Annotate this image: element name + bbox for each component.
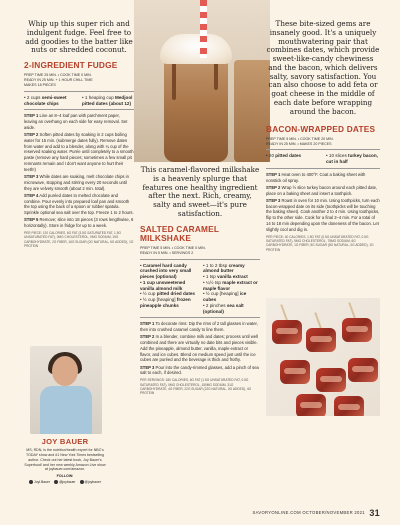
ingredient: • 1 cup unsweetened vanilla almond milk [140, 279, 186, 291]
fudge-ingredients [24, 95, 134, 106]
bacon-recipe [266, 20, 380, 252]
ingredient: • 2 pinches sea salt (optional) [203, 302, 244, 314]
step-number: STEP 1 [24, 113, 39, 119]
bacon-title: BACON-WRAPPED DATES [266, 123, 376, 134]
ingredient: • ½ cup pitted dried dates [140, 291, 195, 297]
divider [24, 91, 134, 92]
ingredient-item: pitted dates [275, 153, 302, 159]
bacon-nutrition: PER PIECE: 40 CALORIES, 1.5G FAT (0.5G UNSATURATED FAT, 0.5G SATURATED FAT), 5MG CHOLESTEROL, 75MG SODIUM, 6G CARBOHYDRATE, 1G FIBER, 5G SUGAR (5G NATURAL, 0G ADDED), 1G PROTEIN [266, 234, 374, 252]
divider [266, 168, 380, 169]
step-text: Line an 8–4 loaf pan with parchment paper, leaving an overhang on each side for easy removal. Set aside. [24, 113, 128, 130]
photo-bacon-date [316, 368, 346, 392]
ingredient: • ½ cup [heaping] frozen pineapple chunks [140, 297, 191, 308]
ingredient-item: frozen pineapple chunks [140, 297, 191, 308]
step-text: Soften pitted dates by soaking in 2 cups boiling water for 15 min. (submerge dates fully). Remove dates from water and add to a blender, along with ¼ cup of the reserved soaking water. Purée until completely to a smooth paste (remove any hard pieces; sometimes a few small pit remnants remain and I don't want anyone to hurt their teeth!) [24, 132, 134, 172]
fudge-nutrition: PER PIECE: 120 CALORIES, 6G FAT (3.5G SATURATED FAT, 1.5G UNSATURATED FAT), 0MG CHOLESTEROL, 0MG SODIUM, 19G CARBOHYDRATE, 2G FIBER, 16G SUGAR (0G NATURAL, 6G ADDED), 1G PROTEIN [24, 230, 134, 248]
step-text: Heat oven to 400°F. Coat a baking sheet with nonstick oil spray. [266, 171, 366, 183]
milkshake-meta-line: PREP TIME 5 MIN. • COOK TIME 0 MIN. [140, 245, 206, 250]
step-text: Remove; slice into 18 pieces (3 rows lengthwise, 6 horizontally). Store in fridge for up to a week. [24, 217, 134, 229]
step-text: In a blender, combine milk and dates; process until well combined and there are virtually no date bits and pieces visible. Add the pineapple, almond butter, vanilla, maple extract or flavor, and ice cubes. Blend on medium speed just until the ice cubes are puréed and the beverage is thick and frothy. [140, 334, 258, 363]
ingredient-item: creamy almond butter [203, 262, 245, 274]
milkshake-meta [140, 246, 260, 256]
step [140, 321, 260, 333]
ingredient-item: pitted dried dates [156, 291, 195, 297]
step [24, 174, 134, 191]
step-text: To decorate rims: Dip the rims of 2 tall glasses in water, then into crushed caramel candy to line them. [140, 321, 258, 333]
fudge-meta [24, 73, 134, 88]
bacon-meta-line: PREP TIME 5 MIN. • COOK TIME 20 MIN. [266, 136, 334, 141]
ingredient-item: sea salt (optional) [203, 302, 244, 314]
step-number: STEP 5 [24, 217, 39, 223]
step-text: Add puréed dates to melted chocolate and combine. Pour evenly into prepared loaf pan and smooth the top using the back of a spoon or rubber spatula. Sprinkle optional sea salt over the top. Freeze 1 to 2 hours. [24, 192, 134, 216]
step [266, 185, 380, 197]
step [140, 334, 260, 363]
ingredient-qty: ½ cup [142, 291, 156, 297]
ingredient: • 10 slices turkey bacon, cut in half [326, 153, 378, 165]
step-number: STEP 4 [24, 192, 39, 198]
twitter-icon [80, 480, 84, 484]
fudge-meta-line: PREP TIME 25 MIN. • COOK TIME 0 MIN. [24, 73, 92, 78]
ingredient-qty: 2 pinches [205, 302, 226, 308]
ingredient-item: unsweetened vanilla almond milk [140, 279, 186, 291]
ingredient: • ¼½ tsp maple extract or maple flavor [203, 279, 258, 291]
facebook-icon [29, 480, 33, 484]
milkshake-ingredients [140, 263, 260, 315]
social-handle: @joybauer [59, 480, 76, 485]
step-number: STEP 3 [266, 197, 281, 203]
ingredient-qty: 1 to 2 tbsp [205, 262, 228, 268]
ingredient-item: turkey bacon, cut in half [326, 153, 378, 165]
bacon-dates-photo [266, 298, 380, 416]
fudge-intro: Whip up this super rich and indulgent fudge. Feel free to add goodies to the batter like nuts or shredded coconut. [25, 19, 133, 55]
fudge-meta-line: READY IN 25 MIN. + 1 HOUR CHILL TIME [24, 78, 93, 83]
photo-drip [214, 60, 218, 90]
ingredient: • 20 pitted dates [266, 153, 302, 159]
social-handle: @joybauer [84, 480, 101, 485]
step [140, 365, 260, 377]
step-text: Pour into the candy-rimmed glasses, add a pinch of sea salt to each, if desired. [140, 364, 259, 376]
fudge-steps [24, 113, 134, 229]
author-photo [30, 346, 102, 434]
follow-label: FOLLOW: [56, 474, 74, 479]
step-number: STEP 2 [266, 184, 281, 190]
bacon-intro: These bite-sized gems are insanely good. It's a uniquely mouthwatering pair that combines dates, which provide sweet-like-candy chewiness and the bacon, which delivers salty, savory satisfaction. You can also choose to add feta or goat cheese in the middle of each date before wrapping around the bacon. [266, 19, 380, 116]
photo-face [52, 356, 78, 386]
author-name: JOY BAUER [41, 437, 89, 446]
step [266, 172, 380, 184]
ingredient: • 1 tsp vanilla extract [203, 274, 248, 280]
photo-bacon-date [342, 318, 372, 342]
milkshake-title: SALTED CARAMEL MILKSHAKE [140, 223, 220, 243]
bacon-steps [266, 172, 380, 233]
step-text: Roast in oven for 10 min. Using toothpicks, turn each bacon-wrapped date on its side (toothpicks will be touching the baking sheet). Cook another 2 to 4 min. Using toothpicks, flip to the other side. Cook for a final 2–4 min. For a total of 14 to 18 min depending upon the doneness of the bacon. Let slightly cool and dig in. [266, 197, 380, 232]
photo-glass-back [234, 60, 270, 162]
photo-bacon-date [280, 360, 310, 384]
author-box [24, 346, 106, 484]
milkshake-meta-line: READY IN 5 MIN. • SERVINGS 2 [140, 250, 194, 255]
ingredient-qty: 1 cup [142, 279, 155, 285]
social-instagram[interactable] [54, 480, 75, 484]
page-number: 31 [369, 508, 380, 518]
ingredient-qty: ½ cup [heaping] [205, 291, 239, 297]
step-text: Wrap ½ slice turkey bacon around each pitted date, place on a baking sheet and insert a toothpick. [266, 184, 378, 196]
ingredient-item: Medjool pitted dates (about 12) [82, 94, 133, 106]
ingredients-left [140, 263, 197, 315]
step-text: While dates are soaking, melt chocolate chips in microwave, stopping and stirring every 20 seconds until they are velvety smooth (about 2 min. total). [24, 174, 129, 191]
ingredient-item: Caramel hard candy crushed into very small pieces (optional) [140, 262, 192, 280]
instagram-icon [54, 480, 58, 484]
milkshake-nutrition: PER SERVINGS: 180 CALORIES, 6G FAT (1.5G UNSATURATED FAT, 0.5G SATURATED FAT), 0MG CHOLESTEROL, 150MG SODIUM, 31G CARBOHYDRATE, 4G FIBER, 22G SUGAR (22G NATURAL, 0G ADDED), 4G PROTEIN [140, 378, 252, 396]
milkshake-recipe [140, 166, 260, 395]
bacon-meta [266, 137, 380, 147]
step [266, 198, 380, 233]
social-handle: Joyl.Bauer [34, 480, 51, 485]
ingredient-qty: ¼½ tsp [205, 279, 221, 285]
step-number: STEP 1 [140, 321, 155, 327]
ingredient: • 1 to 2 tbsp creamy almond butter [203, 262, 245, 274]
bacon-meta-line: READY IN 25 MIN. • MAKES 20 PIECES [266, 141, 332, 146]
ingredient-qty: 1 heaping cup [84, 94, 114, 100]
photo-straw [200, 0, 207, 58]
photo-bacon-date [272, 320, 302, 344]
bacon-ingredients [266, 153, 380, 164]
footer-issue: OCTOBER/NOVEMBER 2021 [302, 510, 365, 516]
divider [140, 317, 260, 318]
ingredient-qty: 20 [268, 153, 275, 159]
step-number: STEP 2 [24, 132, 39, 138]
ingredients-right [203, 263, 260, 315]
divider [140, 259, 260, 260]
step-number: STEP 1 [266, 171, 281, 177]
page-footer [253, 508, 381, 518]
ingredient: • 1 heaping cup Medjool pitted dates (about 12) [82, 94, 133, 106]
milkshake-photo [134, 0, 270, 162]
photo-whipped-cream [160, 34, 232, 64]
step-number: STEP 3 [140, 364, 155, 370]
photo-shirt [40, 386, 92, 434]
photo-bacon-date [306, 328, 336, 352]
social-twitter[interactable] [80, 480, 101, 484]
ingredient: • Caramel hard candy crushed into very small pieces (optional) [140, 262, 192, 280]
fudge-recipe [24, 20, 134, 248]
ingredient-item: ice cubes [203, 291, 247, 303]
milkshake-steps [140, 321, 260, 376]
step [24, 132, 134, 173]
step-number: STEP 2 [140, 334, 155, 340]
ingredient: • 2 cups semi-sweet chocolate chips [24, 94, 67, 106]
social-links [24, 480, 106, 484]
divider [24, 109, 134, 110]
ingredient: • ½ cup [heaping] ice cubes [203, 291, 247, 303]
ingredient-qty: 1 tsp [205, 274, 216, 280]
step [24, 193, 134, 216]
ingredient-qty: 10 slices [328, 153, 347, 159]
photo-bacon-date [348, 358, 378, 382]
photo-bacon-date [334, 396, 364, 416]
photo-bacon-date [296, 394, 326, 416]
footer-site: SAVORYONLINE.COM [252, 510, 301, 516]
ingredient-qty: ½ cup [heaping] [142, 297, 176, 303]
ingredient-item: maple extract or maple flavor [203, 279, 258, 291]
ingredient-item: vanilla extract [217, 274, 248, 280]
step-number: STEP 3 [24, 174, 39, 179]
fudge-title: 2-INGREDIENT FUDGE [24, 60, 118, 71]
milkshake-intro: This caramel-flavored milkshake is a heavenly splurge that features one healthy ingredient after the next. Rich, creamy, salty and sweet—it's pure satisfaction. [140, 165, 260, 218]
fudge-meta-line: MAKES 18 PIECES [24, 82, 56, 87]
step [24, 217, 134, 229]
social-facebook[interactable] [29, 480, 50, 484]
divider [266, 149, 380, 150]
author-bio: MS, RDN, is the nutrition/health expert for NBC's TODAY show and #1 New York Times bestselling author. Check out her latest book, Joy Bauer's Superfood! and her new weekly Amazon Live show at joybauer.com/amazon. [24, 448, 106, 472]
photo-drip [172, 60, 176, 100]
step [24, 113, 134, 130]
ingredient-item: semi-sweet chocolate chips [24, 94, 67, 106]
ingredient-qty: 2 cups [26, 94, 41, 100]
